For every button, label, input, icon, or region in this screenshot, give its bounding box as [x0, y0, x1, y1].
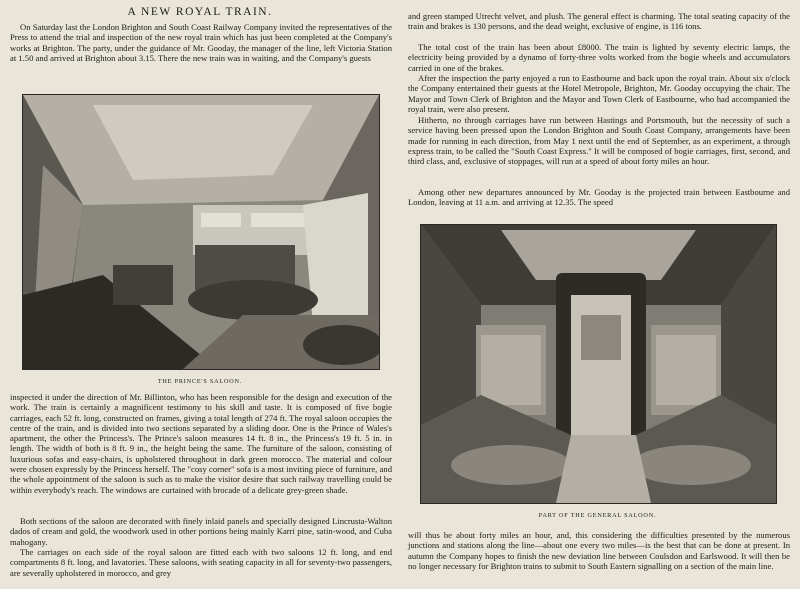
article-title: A NEW ROYAL TRAIN. [127, 6, 273, 18]
paragraph-intro: On Saturday last the London Brighton and South Coast Railway Company invited the representatives of the Press to attend the trial and inspection of the new royal train which has just been completed at the Company's works at Brighton. The party, under the guidance of Mr. Gooday, the manager of the line, left Victoria Station at 1.50 and arrived at Brighton about 3.15. There the new train was in waiting, and the Company's guests [10, 22, 392, 63]
paragraph-cost: The total cost of the train has been about £8000. The train is lighted by seventy electric lamps, the electricity being provided by a dynamo of forty-three volts worked from the bogie wheels and accumulators carried in one of the brakes. [408, 42, 790, 73]
general-saloon-illustration [420, 224, 777, 504]
paragraph-hitherto: Hitherto, no through carriages have run between Hastings and Portsmouth, but the necessity of such a service having been pressed upon the London Brighton and South Coast Company, arrangements have been made for running in each direction, from May 1 next until the end of September, as an experiment, a through express train, to be called the "South Coast Express." It will be composed of bogie carriages, first, second, and third class, and, exclusive of stoppages, will run at a speed of about forty miles an hour. [408, 115, 790, 167]
paragraph-inspection: After the inspection the party enjoyed a run to Eastbourne and back upon the royal train. About six o'clock the Company entertained their guests at the Hotel Metropole, Brighton, Mr. Gooday occupying the chair. The Mayor and Town Clerk of Brighton and the Mayor and Town Clerk of Eastbourne, who had accompanied the royal train, were also present. [408, 73, 790, 114]
princes-saloon-illustration [22, 94, 380, 370]
paragraph-carriages: The carriages on each side of the royal saloon are fitted each with two saloons 12 ft. long, and end compartments 8 ft. long, and lavatories. These saloons, with seating capacity in all for seventy-two passengers, are severally upholstered in morocco, and grey [10, 547, 392, 578]
paragraph-closing: will thus be about forty miles an hour, and, this considering the difficulties presented by the numerous junctions and stations along the line—about one every two miles—is the best that can be done at present. In autumn the Company hopes to finish the new deviation line between Coulsdon and Earlswood. It will then be no longer necessary for Brighton trains to submit to South Eastern signalling on a section of the main line. [408, 530, 790, 571]
paragraph-inspected: inspected it under the direction of Mr. Billinton, who has been responsible for the design and execution of the work. The train is certainly a magnificent testimony to his skill and taste. It is composed of five bogie carriages, each 52 ft. long, constructed on frames, giving a total length of 274 ft. The royal saloon occupies the centre of the train, and is divided into two sections separated by a sliding door. One is the Prince of Wales's apartment, the other the Princess's. The Prince's saloon measures 14 ft. 8 in., the Princess's 19 ft. 5 in. in length. The width of both is 8 ft. 9 in., the height being the same. The furniture of the saloon, consisting of luxurious sofas and easy-chairs, is upholstered throughout in dark green morocco. The material and colour were chosen expressly by the Princess herself. The "cosy corner" sofa is a most inviting piece of furniture, and the whole appointment of the saloon is such as to make the visitor desire that such railway travelling could be within everybody's reach. The windows are curtained with brocade of a delicate grey-green shade. [10, 392, 392, 495]
paragraph-departures: Among other new departures announced by Mr. Gooday is the projected train between Eastbourne and London, leaving at 11 a.m. and arriving at 12.35. The speed [408, 187, 790, 208]
paragraph-velvet: and green stamped Utrecht velvet, and plush. The general effect is charming. The total seating capacity of the train and brakes is 130 persons, and the dead weight, exclusive of engine, is 116 tons. [408, 11, 790, 32]
caption-princes-saloon: THE PRINCE'S SALOON. [157, 378, 243, 385]
paragraph-both-sections: Both sections of the saloon are decorated with finely inlaid panels and specially designed Lincrusta-Walton dados of cream and gold, the woodwork used in other portions being mainly Karri pine, satin-wood, and Cuba mahogany. [10, 516, 392, 547]
caption-general-saloon: PART OF THE GENERAL SALOON. [538, 512, 657, 519]
